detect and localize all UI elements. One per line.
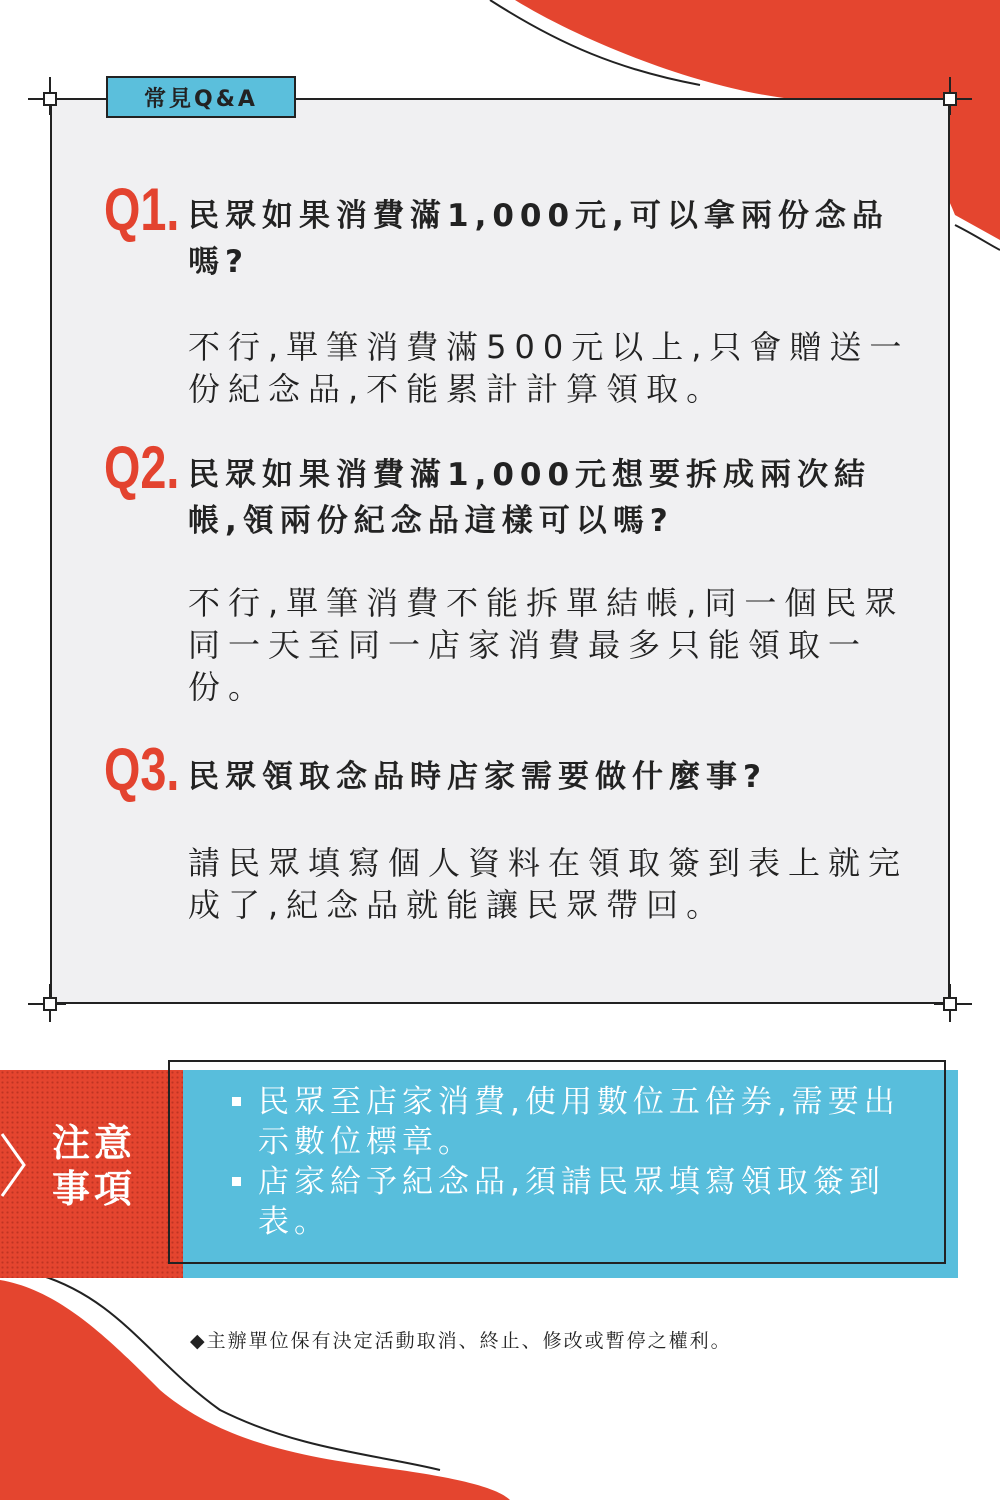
q3-number: Q3.: [104, 736, 180, 803]
q3-question: 民眾領取念品時店家需要做什麼事?: [188, 759, 767, 795]
section-tag: 常見Q&A: [106, 76, 296, 118]
notice-item-text: 民眾至店家消費,使用數位五倍券,需要出示數位標章。: [258, 1084, 900, 1160]
q1-number: Q1.: [104, 176, 180, 243]
notice-item-text: 店家給予紀念品,須請民眾填寫領取簽到表。: [258, 1164, 885, 1240]
q2-question: 民眾如果消費滿1,000元想要拆成兩次結帳,領兩份紀念品這樣可以嗎?: [188, 457, 872, 539]
q1-question: 民眾如果消費滿1,000元,可以拿兩份念品嗎?: [188, 198, 889, 280]
notice-item: [230, 1082, 930, 1162]
square-bullet-icon: [232, 1097, 241, 1106]
q3-answer: 請民眾填寫個人資料在領取簽到表上就完成了,紀念品就能讓民眾帶回。: [188, 844, 909, 924]
corner-handle: [43, 997, 57, 1011]
notice-item: [230, 1162, 930, 1242]
notice-title: 注意事項: [52, 1121, 137, 1211]
notice-list: [230, 1082, 930, 1242]
corner-handle: [43, 92, 57, 106]
q2-number: Q2.: [104, 434, 180, 501]
corner-handle: [943, 997, 957, 1011]
square-bullet-icon: [232, 1177, 241, 1186]
q2-answer: 不行,單筆消費不能拆單結帳,同一個民眾同一天至同一店家消費最多只能領取一份。: [188, 584, 905, 706]
q1-answer: 不行,單筆消費滿500元以上,只會贈送一份紀念品,不能累計計算領取。: [188, 328, 910, 408]
footnote: ◆主辦單位保有決定活動取消、終止、修改或暫停之權利。: [190, 1330, 732, 1352]
chevron-right-icon: [0, 1130, 30, 1200]
corner-handle: [943, 92, 957, 106]
